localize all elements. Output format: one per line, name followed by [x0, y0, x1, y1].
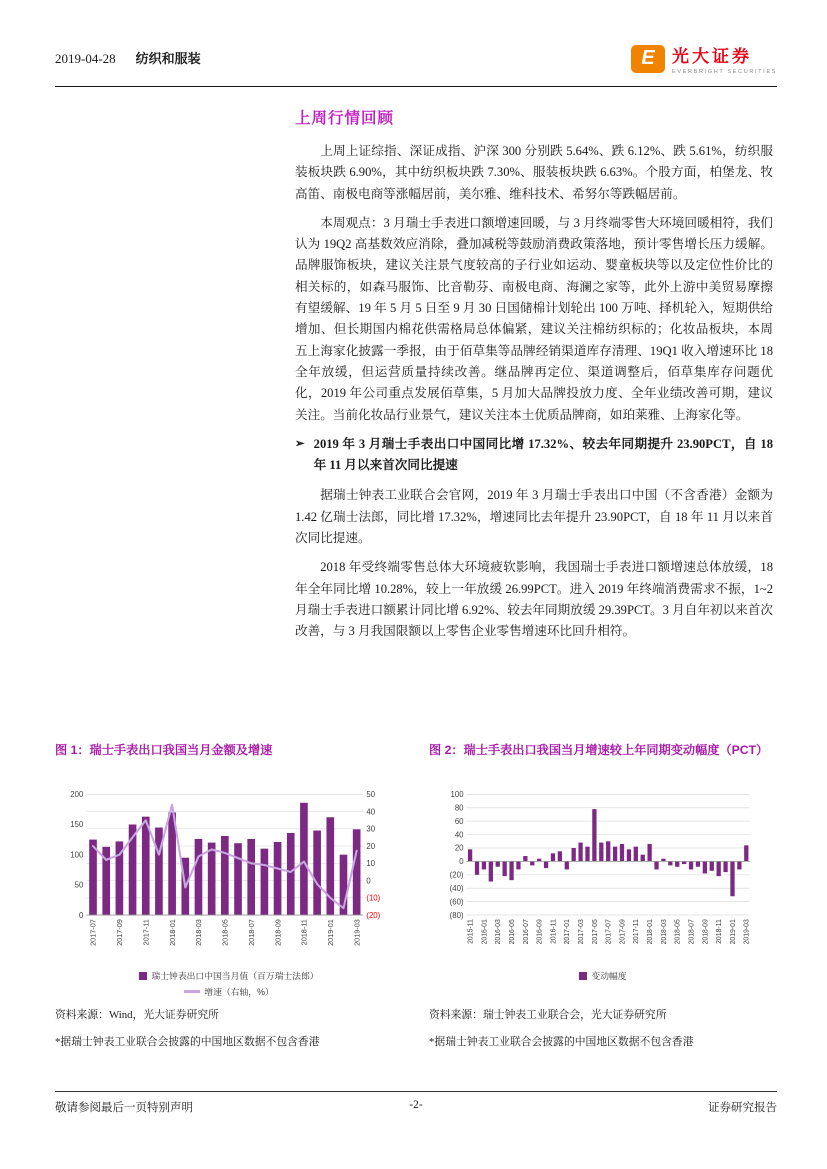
paragraph-weekly-view: 本周观点：3 月瑞士手表进口额增速回暖，与 3 月终端零售大环境回暖相符，我们认为 19Q2 高基数效应消除，叠加减税等鼓励消费政策落地，预计零售增长压力缓解。品牌服饰板块，建议关注景气度较高的子行业如运动、婴童板块等以及定位性价比的相关标的，如森马服饰、比音勒芬、南极电商、海澜之家等，此外上游中美贸易摩擦有望缓解、19 年 5 月 5 日至 9 月 30 日国储棉计划轮出 100 万吨、择机轮入，短期供给增加、但长期国内棉花供需格局总体偏紧，建议关注棉纺织标的；化妆品板块，本周五上海家化披露一季报，由于佰草集等品牌经销渠道库存清理、19Q1 收入增速环比 18 全年放缓，但运营质量持续改善。继品牌再定位、渠道调整后，佰草集库存问题优化，2019 年公司重点发展佰草集，5 月加大品牌投放力度、全年业绩改善可期，建议关注。当前化妆品行业景气，建议关注本土优质品牌商，如珀莱雅、上海家化等。: [295, 215, 773, 422]
svg-text:2018-07: 2018-07: [688, 919, 696, 945]
svg-text:2018-03: 2018-03: [660, 919, 668, 945]
bar-swatch-icon: [579, 972, 587, 980]
figure-1: [55, 742, 403, 1049]
figure1-legend-line: [184, 985, 273, 998]
svg-text:(20): (20): [366, 910, 381, 920]
figure1-footnote: *据瑞士钟表工业联合会披露的中国地区数据不包含香港: [55, 1036, 320, 1048]
svg-text:0: 0: [78, 910, 84, 920]
figure1-legend-bar: [139, 969, 318, 982]
line-legend-label: 增速（右轴，%）: [204, 987, 274, 997]
svg-text:2019-01: 2019-01: [325, 919, 335, 946]
svg-text:(40): (40): [449, 883, 464, 893]
svg-text:2017-07: 2017-07: [605, 919, 613, 945]
paragraph-market-review: 上周上证综指、深证成指、沪深 300 分别跌 5.64%、跌 6.12%、跌 5.61%，纺织服装板块跌 6.90%，其中纺织板块跌 7.30%、服装板块跌 6.63%。个股方面，柏堡龙、牧高笛、南极电商等涨幅居前，美尔雅、维科技术、希努尔等跌幅居前。: [295, 144, 773, 201]
svg-text:200: 200: [70, 790, 84, 800]
svg-text:2016-05: 2016-05: [508, 919, 516, 945]
figure2-legend: [429, 969, 777, 999]
svg-text:2016-07: 2016-07: [522, 919, 530, 945]
svg-text:60: 60: [454, 816, 464, 826]
line-swatch-icon: [184, 990, 200, 992]
svg-text:2017-03: 2017-03: [578, 919, 586, 945]
brand-name-en: EVERBRIGHT SECURITIES: [672, 69, 777, 75]
svg-text:20: 20: [454, 843, 464, 853]
svg-text:30: 30: [366, 824, 376, 834]
figure2-source: 资料来源：瑞士钟表工业联合会，光大证券研究所: [429, 1009, 667, 1021]
svg-text:2016-01: 2016-01: [481, 919, 489, 945]
bar-legend-label: 瑞士钟表出口中国当月值（百万瑞士法郎）: [151, 971, 319, 981]
figure2-footnote: *据瑞士钟表工业联合会披露的中国地区数据不包含香港: [429, 1036, 694, 1048]
svg-text:2018-05: 2018-05: [220, 919, 230, 946]
svg-text:2019-01: 2019-01: [729, 919, 737, 945]
svg-text:20: 20: [366, 841, 376, 851]
brand-logo-icon: E: [631, 45, 665, 73]
footer-disclaimer: 敬请参阅最后一页特别声明: [55, 1102, 193, 1114]
svg-text:2017-11: 2017-11: [141, 919, 151, 946]
report-date: 2019-04-28: [55, 51, 116, 66]
brand-logo: [631, 42, 777, 75]
bullet-point: [295, 434, 773, 477]
brand-logo-text: [672, 42, 777, 75]
bullet-arrow-icon: ➢: [295, 437, 305, 450]
svg-text:2017-11: 2017-11: [633, 919, 641, 944]
figure1-caption: 图 1：瑞士手表出口我国当月金额及增速: [55, 743, 273, 757]
svg-text:2018-01: 2018-01: [167, 919, 177, 946]
svg-text:0: 0: [459, 857, 464, 867]
page-number: -2-: [409, 1099, 423, 1111]
svg-text:100: 100: [70, 850, 84, 860]
paragraph-2018-trend: 2018 年受终端零售总体大环境疲软影响，我国瑞士手表进口额增速总体放缓，18 年全年同比增 10.28%，较上一年放缓 26.99PCT。进入 2019 年终端消费需求不振，1~2 月瑞士手表进口额累计同比增 6.92%、较去年同期放缓 29.39PCT。3 月自年初以来首次改善，与 3 月我国限额以上零售企业零售增速环比回升相符。: [295, 560, 773, 639]
paragraph-swiss-watch-detail: 据瑞士钟表工业联合会官网，2019 年 3 月瑞士手表出口中国（不含香港）金额为 1.42 亿瑞士法郎，同比增 17.32%，增速同比去年提升 23.90PCT，自 18 年 11 月以来首次同比提速。: [295, 488, 773, 546]
footer-report-type: 证券研究报告: [708, 1102, 777, 1114]
svg-text:2019-03: 2019-03: [743, 919, 751, 945]
svg-text:2017-07: 2017-07: [88, 919, 98, 946]
header-meta: [55, 48, 201, 75]
svg-text:(10): (10): [366, 893, 381, 903]
svg-text:40: 40: [454, 830, 464, 840]
svg-text:2018-05: 2018-05: [674, 919, 682, 945]
svg-text:2017-09: 2017-09: [619, 919, 627, 945]
industry-title: 纺织和服装: [135, 51, 201, 66]
variation-legend-label: 变动幅度: [591, 971, 627, 981]
bullet-text: 2019 年 3 月瑞士手表出口中国同比增 17.32%、较去年同期提升 23.90PCT，自 18 年 11 月以来首次同比提速: [313, 436, 773, 473]
svg-text:2017-09: 2017-09: [115, 919, 125, 946]
svg-text:2016-09: 2016-09: [536, 919, 544, 945]
svg-text:2018-11: 2018-11: [716, 919, 724, 944]
svg-text:2018-11: 2018-11: [299, 919, 309, 946]
article-body: [295, 106, 773, 651]
svg-text:50: 50: [366, 790, 376, 800]
svg-text:2015-11: 2015-11: [467, 919, 475, 944]
page-footer: [55, 1099, 777, 1115]
svg-text:80: 80: [454, 803, 464, 813]
figure1-legend: [55, 969, 403, 999]
svg-text:2017-05: 2017-05: [591, 919, 599, 945]
svg-text:(80): (80): [449, 910, 464, 920]
svg-text:40: 40: [366, 807, 376, 817]
brand-name: 光大证券: [672, 47, 752, 66]
bar-swatch-icon: [139, 972, 147, 980]
svg-text:2018-03: 2018-03: [194, 919, 204, 946]
figure1-source: 资料来源：Wind，光大证券研究所: [55, 1009, 219, 1021]
figure2-legend-bar: [579, 969, 626, 982]
svg-text:2018-09: 2018-09: [273, 919, 283, 946]
svg-text:(20): (20): [449, 870, 464, 880]
figure1-chart: [55, 786, 403, 965]
figure2-caption: 图 2：瑞士手表出口我国当月增速较上年同期变动幅度（PCT）: [429, 743, 769, 757]
svg-text:100: 100: [450, 790, 464, 800]
footer-divider: [55, 1091, 777, 1092]
section-title: 上周行情回顾: [295, 110, 395, 127]
svg-text:2018-09: 2018-09: [702, 919, 710, 945]
svg-text:50: 50: [74, 880, 84, 890]
svg-text:2018-01: 2018-01: [647, 919, 655, 945]
svg-text:2019-03: 2019-03: [352, 919, 362, 946]
svg-text:150: 150: [70, 820, 84, 830]
figures-row: [55, 742, 777, 1049]
svg-text:10: 10: [366, 859, 376, 869]
svg-text:2018-07: 2018-07: [246, 919, 256, 946]
svg-text:(60): (60): [449, 897, 464, 907]
report-header: [55, 42, 777, 75]
figure2-chart: [429, 786, 777, 965]
svg-text:2016-11: 2016-11: [550, 919, 558, 944]
header-divider: [55, 86, 777, 87]
svg-text:0: 0: [366, 876, 371, 886]
svg-text:2017-01: 2017-01: [564, 919, 572, 945]
svg-text:2016-03: 2016-03: [495, 919, 503, 945]
figure-2: [429, 742, 777, 1049]
